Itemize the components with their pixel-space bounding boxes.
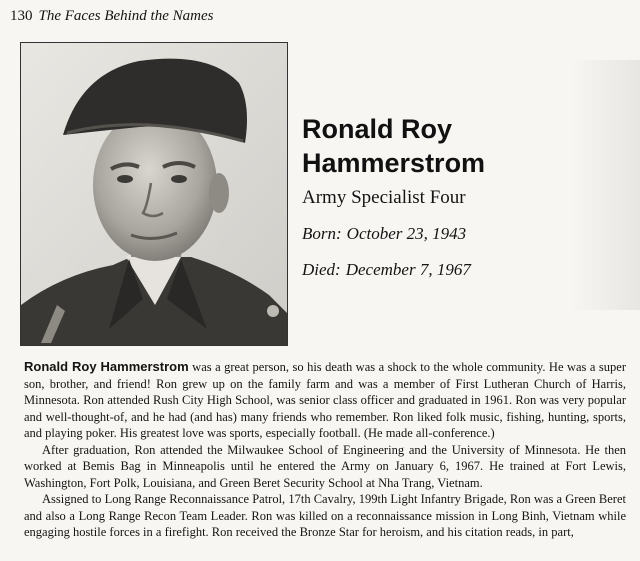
died-label: Died: — [302, 260, 341, 279]
page-number: 130 — [10, 8, 33, 24]
bio-lead-name: Ronald Roy Hammerstrom — [24, 359, 189, 374]
died-line — [302, 260, 622, 280]
person-surname: Hammerstrom — [302, 148, 486, 178]
portrait-photo — [20, 42, 288, 346]
born-line — [302, 224, 622, 244]
book-title: The Faces Behind the Names — [38, 8, 214, 24]
born-label: Born: — [302, 224, 342, 243]
military-rank: Army Specialist Four — [302, 187, 466, 208]
profile-info — [302, 112, 622, 280]
bio-paragraph-2: After graduation, Ron attended the Milwaukee School of Engineering and the University of Minnesota. He then worked at Bemis Bag in Minneapolis until he entered the Army on January 6, 1967. He trained at Fort Lewis, Washington, Fort Polk, Louisiana, and Green Beret Security School at Nha Trang, Vietnam. — [24, 442, 626, 490]
bio-paragraph-1 — [24, 359, 626, 442]
person-first-names: Ronald Roy — [302, 114, 453, 144]
born-date: October 23, 1943 — [346, 224, 467, 243]
died-date: December 7, 1967 — [345, 260, 471, 279]
bio-paragraph-1-text: was a great person, so his death was a shock to the whole community. He was a super son, brother, and friend! Ron grew up on the family farm and was a member of First Lutheran Church of Harris, Minnesota. Ron attended Rush City High School, was senior class officer and graduated in 1961. Ron was very popular and well-thought-of, and he had (and has) many friends who remember. Ron liked folk music, fishing, hunting, sports, and playing poker. His greatest love was sports, especially football. (He made all-conference.) — [24, 360, 626, 440]
bio-paragraph-3: Assigned to Long Range Reconnaissance Patrol, 17th Cavalry, 199th Light Infantry Brigade, Ron was a Green Beret and also a Long Range Recon Team Leader. Ron was killed on a reconnaissance mission in Long Binh, Vietnam while engaging hostile forces in a firefight. Ron received the Bronze Star for heroism, and his citation reads, in part, — [24, 492, 626, 539]
biography — [24, 359, 626, 541]
page-header — [10, 8, 213, 25]
portrait-illustration — [21, 43, 287, 345]
